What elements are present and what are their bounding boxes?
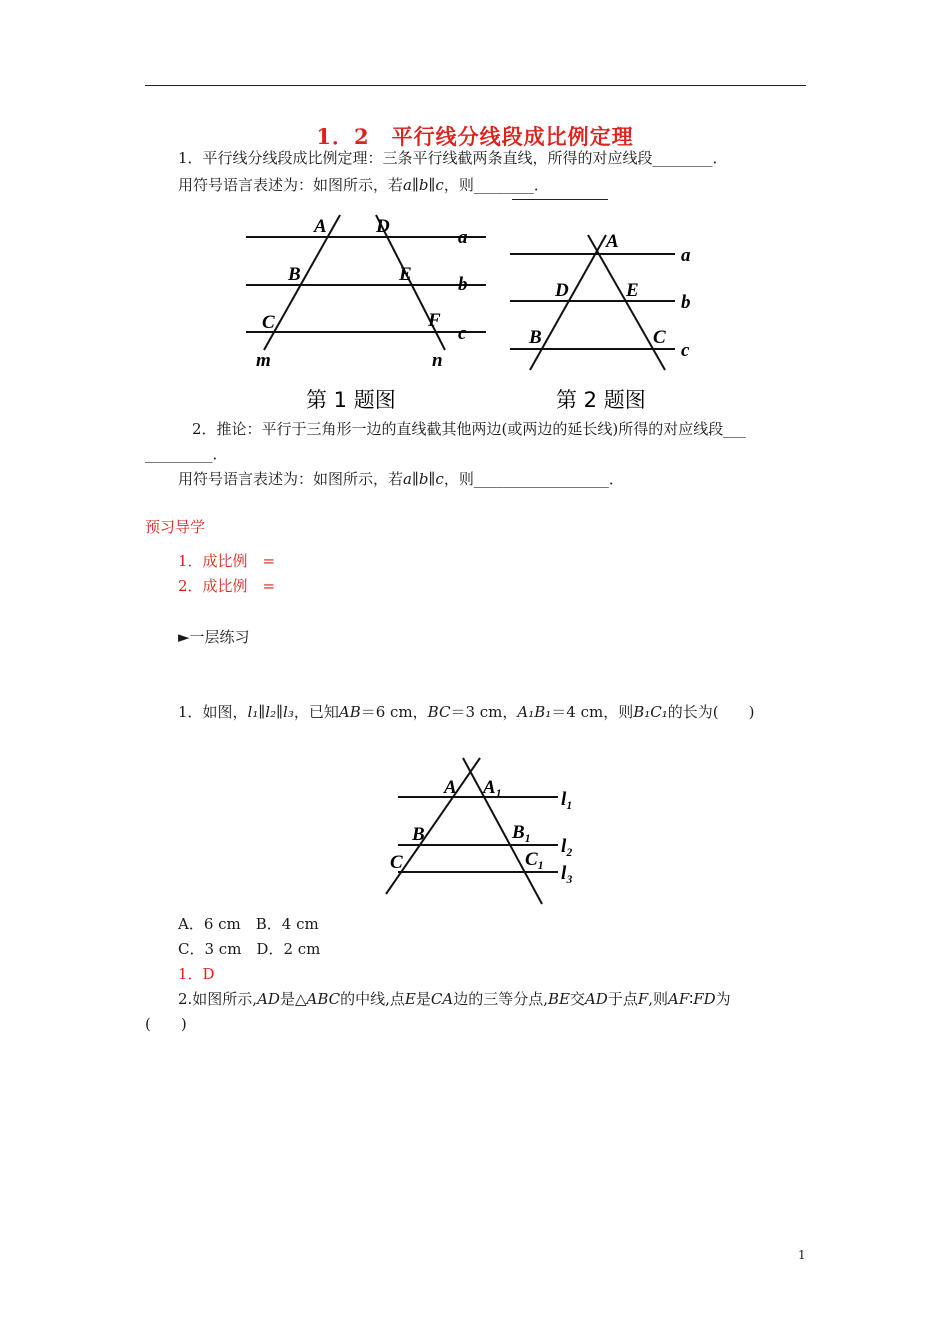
q2-part: 交 [569,990,585,1008]
fig1-label-a: a [458,227,468,248]
fig1-label-c: c [458,323,467,344]
fig3-label-A: A [444,777,457,798]
q2-part: 边的三等分点, [453,990,548,1008]
corollary-symbolic-prefix: 用符号语言表述为：如图所示，若 [178,470,404,488]
q2-af: AF [668,990,690,1008]
fig3-label-B: B [412,824,425,845]
corollary-then: ，则 [443,470,474,488]
q2-stem [178,989,731,1009]
q1-options-row-2: C．3 cm D．2 cm [178,940,321,958]
fig1-label-D: D [376,216,390,237]
corollary-blank-b[interactable]: _________ [145,445,213,463]
q2-f: F [637,990,649,1008]
fig1-label-m: m [256,350,271,371]
corollary-line-3 [178,469,624,489]
fig1-label-E: E [399,264,412,285]
theorem-symbolic-end: ． [533,176,549,194]
preview-answer-2: 2．成比例 = [178,577,276,595]
q2-abc: ABC [306,990,341,1008]
q2-part: ,则 [648,990,669,1008]
q1-ab-value: ＝6 cm， [360,703,428,721]
q2-e: E [404,990,416,1008]
fig2-label-E: E [626,280,639,301]
theorem-text: 1．平行线分线段成比例定理：三条平行线截两条直线，所得的对应线段 [178,149,653,167]
fig3-label-B1: B₁ [512,822,532,843]
preview-heading: 预习导学 [145,518,206,536]
corollary-symbolic-end: ． [608,470,624,488]
q1-a1b1-value: ＝4 cm，则 [551,703,634,721]
page-title: 1．2 平行线分线段成比例定理 [316,124,634,149]
q1-parallel-lines: l₁∥l₂∥l₃ [247,703,294,721]
practice-heading: ►一层练习 [178,628,250,646]
theorem-parallel-expr: a∥b∥c [403,176,444,194]
corollary-end: ． [212,445,228,463]
q1-answer: 1．D [178,965,215,983]
theorem-line-2 [178,175,549,195]
theorem-line-1 [178,148,728,168]
corollary-parallel-expr: a∥b∥c [403,470,444,488]
fig2-label-A: A [606,231,619,252]
q2-choice-paren: ( ) [145,1015,187,1033]
theorem-symbolic-prefix: 用符号语言表述为：如图所示，若 [178,176,404,194]
q2-part: 2.如图所示, [178,990,258,1008]
fig1-label-C: C [262,312,275,333]
theorem-end: ． [712,149,728,167]
fig2-caption: 第 2 题图 [556,388,646,412]
q2-part: 是△ [279,990,307,1008]
fig1-label-n: n [432,350,443,371]
q1-prefix: 1．如图， [178,703,248,721]
q1-stem-end: 的长为( ) [667,703,755,721]
q2-part: 是 [415,990,431,1008]
q2-be: BE [547,990,570,1008]
q1-segment-b1c1: B₁C₁ [633,703,668,721]
fig3-label-A1: A₁ [483,777,503,798]
figure-3 [380,748,580,908]
corollary-text: 2．推论：平行于三角形一边的直线截其他两边(或两边的延长线)所得的对应线段 [192,420,724,438]
fig2-label-B: B [529,327,542,348]
preview-answer-1: 1．成比例 = [178,552,276,570]
fig1-label-F: F [428,310,441,331]
q2-fd: FD [693,990,716,1008]
fig3-label-l3: l₃ [561,863,573,884]
q1-known: ，已知 [293,703,339,721]
q2-ca: CA [430,990,454,1008]
figure-1 [236,210,486,410]
theorem-symbolic-blank[interactable]: ________ [473,176,534,194]
corollary-symbolic-blank[interactable]: __________________ [473,470,609,488]
q1-stem [178,702,754,722]
q1-segment-bc: BC [427,703,451,721]
q1-bc-value: ＝3 cm， [450,703,518,721]
q2-part: 的中线,点 [340,990,405,1008]
answer-underline [512,199,608,200]
fig2-label-b: b [681,292,691,313]
page-number: 1 [798,1248,806,1262]
q1-segment-a1b1: A₁B₁ [517,703,552,721]
fig1-caption: 第 1 题图 [306,388,396,410]
fig3-label-C: C [390,852,403,873]
q1-options-row-1: A．6 cm B．4 cm [178,915,319,933]
figure-2 [500,225,710,415]
header-rule [145,85,806,86]
fig2-label-a: a [681,245,691,266]
q2-ad: AD [584,990,608,1008]
fig1-label-b: b [458,274,468,295]
fig2-label-c: c [681,340,690,361]
fig3-label-C1: C₁ [525,849,545,870]
q2-part: 为 [715,990,731,1008]
theorem-then: ，则 [443,176,474,194]
fig2-label-D: D [555,280,569,301]
fig1-label-B: B [288,264,301,285]
fig2-label-C: C [653,327,666,348]
corollary-line-1 [192,419,746,439]
fig3-label-l1: l₁ [561,789,573,810]
q1-segment-ab: AB [338,703,361,721]
q2-ad: AD [257,990,280,1008]
q2-part: 于点 [607,990,638,1008]
fig1-label-A: A [314,216,327,237]
corollary-blank-a[interactable]: ___ [723,420,746,438]
q2-part: ∶ [689,990,694,1008]
fig3-label-l2: l₂ [561,836,573,857]
corollary-line-2 [145,444,228,464]
theorem-blank[interactable]: ________ [652,149,713,167]
